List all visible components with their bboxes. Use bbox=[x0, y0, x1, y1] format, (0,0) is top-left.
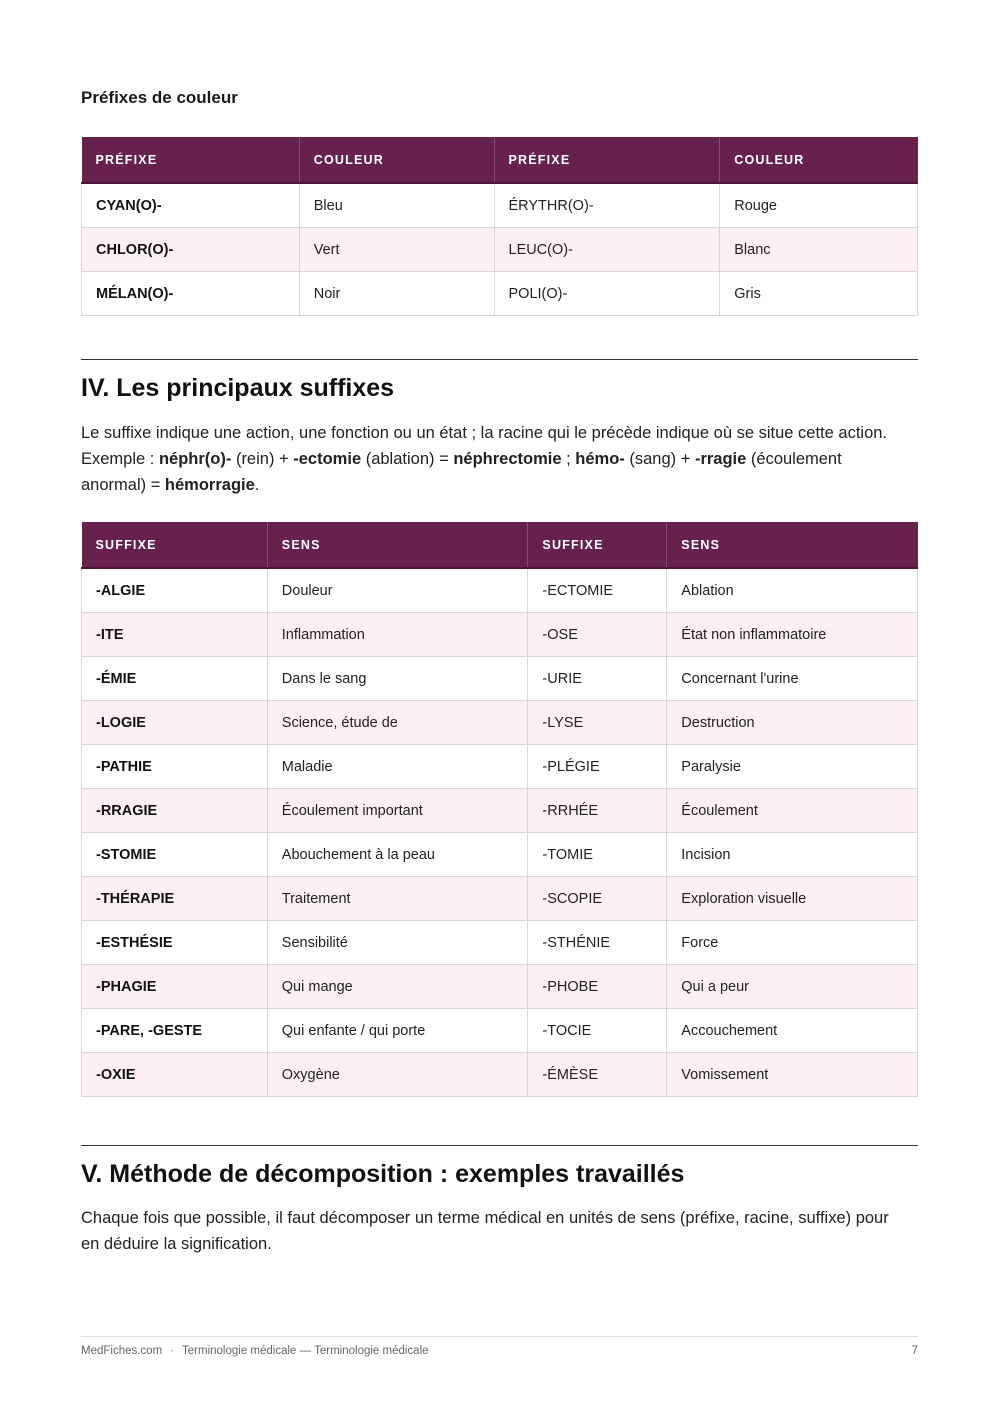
table-cell: Écoulement important bbox=[267, 789, 528, 833]
table-cell: Écoulement bbox=[667, 789, 918, 833]
footer-document-title: Terminologie médicale — Terminologie médicale bbox=[182, 1345, 429, 1357]
table-cell: -TOCIE bbox=[528, 1009, 667, 1053]
intro-bold-term: -ectomie bbox=[293, 450, 362, 468]
table-cell: -ECTOMIE bbox=[528, 568, 667, 613]
table-cell: -ÉMÈSE bbox=[528, 1053, 667, 1097]
table-cell: -ALGIE bbox=[82, 568, 268, 613]
color-prefixes-table bbox=[81, 137, 918, 316]
table-cell: Maladie bbox=[267, 745, 528, 789]
table-cell: État non inflammatoire bbox=[667, 613, 918, 657]
table-cell: -TOMIE bbox=[528, 833, 667, 877]
intro-text: . bbox=[254, 476, 260, 494]
table-cell: -ITE bbox=[82, 613, 268, 657]
column-header: PRÉFIXE bbox=[494, 137, 720, 183]
table-cell: -RRHÉE bbox=[528, 789, 667, 833]
footer-divider bbox=[81, 1336, 918, 1337]
suffixes-intro-paragraph bbox=[81, 420, 911, 498]
table-cell: MÉLAN(O)- bbox=[82, 272, 300, 316]
section-divider bbox=[81, 1145, 918, 1146]
table-cell: -LOGIE bbox=[82, 701, 268, 745]
section-divider bbox=[81, 359, 918, 360]
table-row bbox=[82, 613, 918, 657]
table-cell: -ESTHÉSIE bbox=[82, 921, 268, 965]
table-row bbox=[82, 228, 918, 272]
page-footer bbox=[81, 1345, 918, 1357]
intro-bold-term: -rragie bbox=[694, 450, 747, 468]
table-row bbox=[82, 877, 918, 921]
table-cell: POLI(O)- bbox=[494, 272, 720, 316]
table-cell: -PATHIE bbox=[82, 745, 268, 789]
column-header: SUFFIXE bbox=[528, 522, 667, 568]
table-cell: Incision bbox=[667, 833, 918, 877]
table-cell: -PLÉGIE bbox=[528, 745, 667, 789]
table-cell: Dans le sang bbox=[267, 657, 528, 701]
intro-text: (sang) + bbox=[624, 450, 695, 468]
suffixes-heading: IV. Les principaux suffixes bbox=[81, 374, 395, 402]
table-body bbox=[82, 568, 918, 1097]
table-cell: Douleur bbox=[267, 568, 528, 613]
table-cell: -SCOPIE bbox=[528, 877, 667, 921]
table-cell: Qui enfante / qui porte bbox=[267, 1009, 528, 1053]
table-row bbox=[82, 183, 918, 228]
table-header-row bbox=[82, 137, 918, 183]
intro-text: (écoulement anormal) = bbox=[81, 450, 842, 494]
table-cell: Vert bbox=[299, 228, 494, 272]
table-cell: Qui a peur bbox=[667, 965, 918, 1009]
intro-bold-term: néphr(o)- bbox=[158, 450, 232, 468]
table-cell: Destruction bbox=[667, 701, 918, 745]
table-cell: -URIE bbox=[528, 657, 667, 701]
table-cell: Bleu bbox=[299, 183, 494, 228]
table-cell: ÉRYTHR(O)- bbox=[494, 183, 720, 228]
table-cell: -PARE, -GESTE bbox=[82, 1009, 268, 1053]
table-cell: Sensibilité bbox=[267, 921, 528, 965]
table-cell: Noir bbox=[299, 272, 494, 316]
footer-separator: · bbox=[170, 1345, 175, 1357]
method-paragraph: Chaque fois que possible, il faut décomposer un terme médical en unités de sens (préfixe, racine, suffixe) pour en déduire la signification. bbox=[81, 1209, 889, 1253]
table-cell: CYAN(O)- bbox=[82, 183, 300, 228]
table-row bbox=[82, 833, 918, 877]
intro-bold-term: néphrectomie bbox=[453, 450, 562, 468]
table-header-row bbox=[82, 522, 918, 568]
table-cell: Abouchement à la peau bbox=[267, 833, 528, 877]
table-row bbox=[82, 965, 918, 1009]
table-cell: Paralysie bbox=[667, 745, 918, 789]
table-cell: Traitement bbox=[267, 877, 528, 921]
table-cell: Accouchement bbox=[667, 1009, 918, 1053]
table-cell: -PHOBE bbox=[528, 965, 667, 1009]
column-header: SENS bbox=[667, 522, 918, 568]
suffixes-table bbox=[81, 522, 918, 1097]
table-cell: -RRAGIE bbox=[82, 789, 268, 833]
table-cell: Qui mange bbox=[267, 965, 528, 1009]
page-number: 7 bbox=[911, 1345, 918, 1357]
table-row bbox=[82, 1053, 918, 1097]
column-header: SENS bbox=[267, 522, 528, 568]
table-cell: LEUC(O)- bbox=[494, 228, 720, 272]
table-cell: Force bbox=[667, 921, 918, 965]
table-cell: -LYSE bbox=[528, 701, 667, 745]
table-cell: Oxygène bbox=[267, 1053, 528, 1097]
intro-text: (rein) + bbox=[231, 450, 294, 468]
column-header: PRÉFIXE bbox=[82, 137, 300, 183]
table-cell: -OSE bbox=[528, 613, 667, 657]
table-cell: Ablation bbox=[667, 568, 918, 613]
method-heading: V. Méthode de décomposition : exemples travaillés bbox=[81, 1160, 685, 1188]
table-cell: CHLOR(O)- bbox=[82, 228, 300, 272]
column-header: COULEUR bbox=[720, 137, 918, 183]
intro-text: (ablation) = bbox=[361, 450, 454, 468]
table-cell: -STHÉNIE bbox=[528, 921, 667, 965]
table-cell: -OXIE bbox=[82, 1053, 268, 1097]
table-row bbox=[82, 657, 918, 701]
intro-text: Le suffixe indique une action, une fonction ou un état ; la racine qui le précède indique où se situe cette action. Exemple : bbox=[81, 424, 888, 468]
column-header: COULEUR bbox=[299, 137, 494, 183]
table-cell: -PHAGIE bbox=[82, 965, 268, 1009]
table-cell: Concernant l'urine bbox=[667, 657, 918, 701]
table-row bbox=[82, 568, 918, 613]
table-row bbox=[82, 701, 918, 745]
table-cell: -ÉMIE bbox=[82, 657, 268, 701]
table-cell: Blanc bbox=[720, 228, 918, 272]
color-prefixes-heading: Préfixes de couleur bbox=[81, 88, 238, 107]
table-cell: -STOMIE bbox=[82, 833, 268, 877]
table-body bbox=[82, 183, 918, 316]
intro-text: ; bbox=[561, 450, 576, 468]
table-row bbox=[82, 1009, 918, 1053]
table-cell: Exploration visuelle bbox=[667, 877, 918, 921]
table-cell: Inflammation bbox=[267, 613, 528, 657]
table-cell: Science, étude de bbox=[267, 701, 528, 745]
footer-site: MedFiches.com bbox=[81, 1345, 163, 1357]
table-cell: Gris bbox=[720, 272, 918, 316]
table-cell: -THÉRAPIE bbox=[82, 877, 268, 921]
table-cell: Rouge bbox=[720, 183, 918, 228]
table-row bbox=[82, 789, 918, 833]
table-row bbox=[82, 745, 918, 789]
table-cell: Vomissement bbox=[667, 1053, 918, 1097]
column-header: SUFFIXE bbox=[82, 522, 268, 568]
table-row bbox=[82, 272, 918, 316]
intro-bold-term: hémo- bbox=[575, 450, 625, 468]
intro-bold-term: hémorragie bbox=[164, 476, 255, 494]
table-row bbox=[82, 921, 918, 965]
